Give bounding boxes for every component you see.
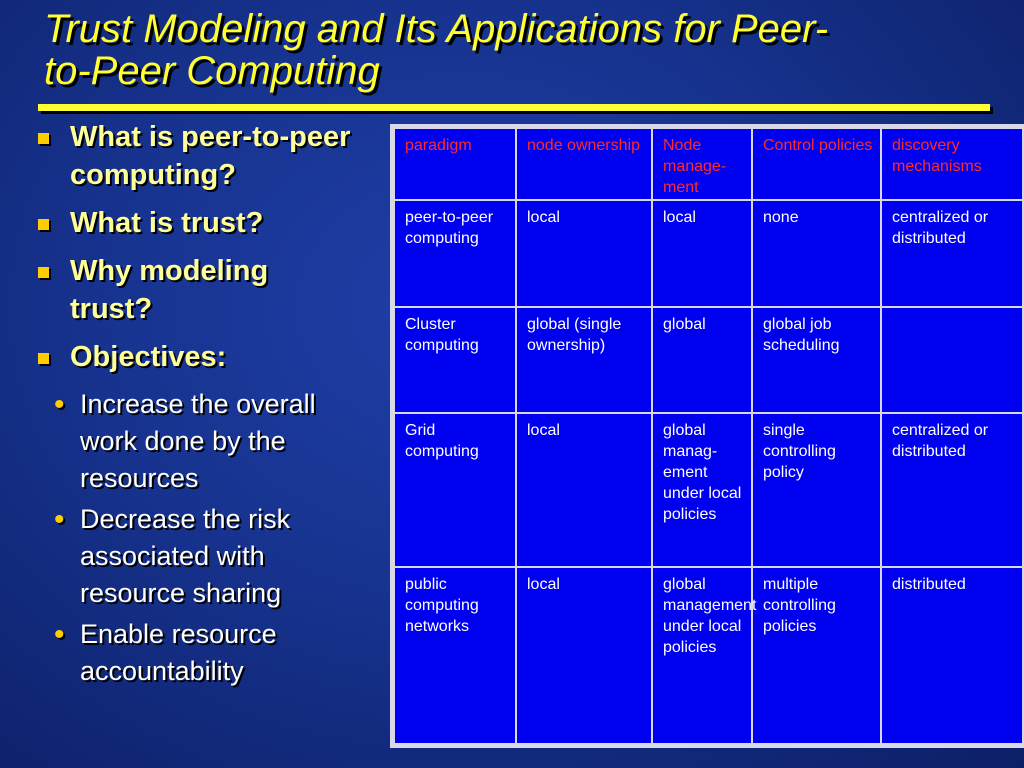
table-header-cell: Node manage-ment: [652, 128, 752, 200]
table-cell: global manag-ement under local policies: [652, 413, 752, 567]
sub-bullet-item: [0, 501, 382, 612]
table-row: [394, 567, 1023, 744]
table-cell: global (single ownership): [516, 307, 652, 413]
table-header-cell: paradigm: [394, 128, 516, 200]
dot-bullet-icon: •: [54, 388, 65, 421]
dot-bullet-icon: •: [54, 503, 65, 536]
table-cell: centralized or distributed: [881, 200, 1023, 307]
sub-bullet-text: Increase the overall work done by the resources: [80, 389, 316, 493]
table-cell: Cluster computing: [394, 307, 516, 413]
bullet-item: [32, 118, 382, 194]
dot-bullet-icon: •: [54, 618, 65, 651]
table-cell: global job scheduling: [752, 307, 881, 413]
square-bullet-icon: [38, 267, 49, 278]
sub-bullet-text: Decrease the risk associated with resource sharing: [80, 504, 291, 608]
comparison-table: [390, 124, 1024, 748]
square-bullet-icon: [38, 133, 49, 144]
square-bullet-icon: [38, 353, 49, 364]
slide-title-line-1: Trust Modeling and Its Applications for Peer-: [44, 7, 829, 51]
title-underline: [38, 104, 990, 111]
table-cell: distributed: [881, 567, 1023, 744]
table-cell: local: [516, 567, 652, 744]
bullet-item: [32, 252, 382, 328]
table-cell: global management under local policies: [652, 567, 752, 744]
sub-bullet-text: Enable resource accountability: [80, 619, 277, 686]
table-cell: local: [516, 413, 652, 567]
bullet-text: Why modeling trust?: [70, 255, 269, 325]
slide-title: [44, 8, 1004, 92]
table-header-row: [394, 128, 1023, 200]
slide-title-line-2: to-Peer Computing: [44, 49, 380, 93]
table-row: [394, 307, 1023, 413]
table-cell: none: [752, 200, 881, 307]
table-cell: global: [652, 307, 752, 413]
table-header-cell: Control policies: [752, 128, 881, 200]
square-bullet-icon: [38, 219, 49, 230]
table-cell: single controlling policy: [752, 413, 881, 567]
table-cell: local: [652, 200, 752, 307]
bullet-text: What is trust?: [70, 207, 264, 239]
table-header-cell: discovery mechanisms: [881, 128, 1023, 200]
table-cell: [881, 307, 1023, 413]
bullet-text: Objectives:: [70, 341, 227, 373]
table-cell: peer-to-peer computing: [394, 200, 516, 307]
bullet-item: [32, 338, 382, 376]
sub-bullet-item: [0, 386, 382, 497]
bullet-list: [32, 118, 382, 690]
table-cell: centralized or distributed: [881, 413, 1023, 567]
table-row: [394, 200, 1023, 307]
table-header-cell: node ownership: [516, 128, 652, 200]
table-cell: public computing networks: [394, 567, 516, 744]
table-row: [394, 413, 1023, 567]
table-cell: Grid computing: [394, 413, 516, 567]
bullet-text: What is peer-to-peer computing?: [70, 121, 351, 191]
table-cell: multiple controlling policies: [752, 567, 881, 744]
bullet-item: [32, 204, 382, 242]
table-cell: local: [516, 200, 652, 307]
sub-bullet-item: [0, 616, 382, 690]
